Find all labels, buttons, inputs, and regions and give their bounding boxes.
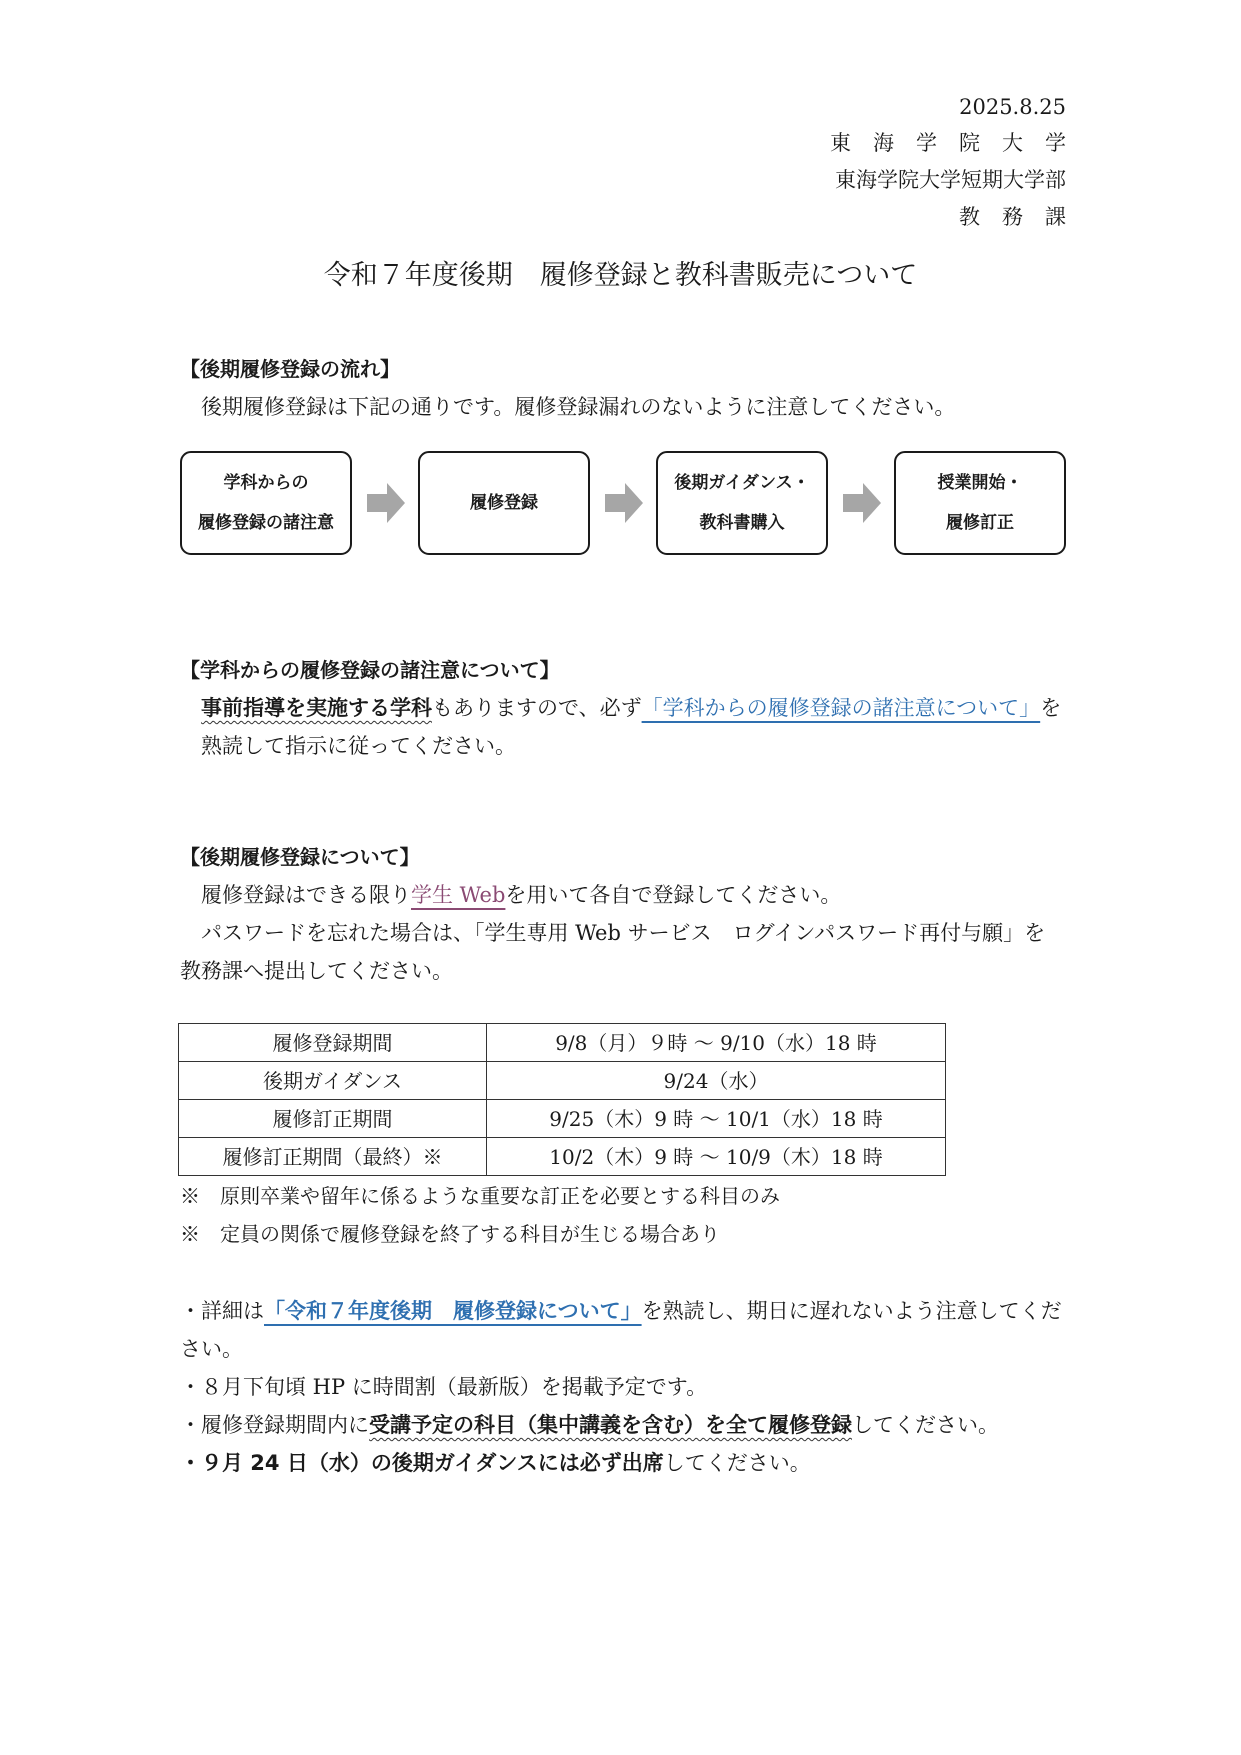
schedule-label: 履修訂正期間（最終）※ <box>179 1138 487 1176</box>
flow-step-line: 履修訂正 <box>946 513 1014 533</box>
schedule-value: 9/25（木）9 時 ～ 10/1（水）18 時 <box>487 1100 946 1138</box>
bullet-text: ・詳細は <box>180 1299 264 1323</box>
dept-notes-text: もありますので、必ず <box>432 696 642 720</box>
issuer-university: 東海学院大学 <box>830 131 1088 155</box>
flow-step-line: 授業開始・ <box>937 473 1023 493</box>
table-row <box>179 1138 946 1176</box>
registration-guide-link[interactable]: 「令和７年度後期 履修登録について」 <box>264 1299 642 1323</box>
dept-notes-paragraph <box>180 689 1065 765</box>
dept-notes-text: を熟読して指示に従ってください。 <box>201 696 1062 758</box>
flow-step-line: 学科からの <box>223 473 309 493</box>
registration-text: を用いて各自で登録してください。 <box>505 883 842 907</box>
registration-heading: 【後期履修登録について】 <box>180 845 420 869</box>
flow-arrow-icon <box>605 483 643 523</box>
bullet-text: ・履修登録期間内に <box>180 1413 369 1437</box>
registration-paragraph-1 <box>180 876 1065 914</box>
document-date: 2025.8.25 <box>959 95 1066 119</box>
schedule-value: 9/8（月）９時 ～ 9/10（水）18 時 <box>487 1024 946 1062</box>
bullet-guidance-attendance <box>180 1444 1065 1482</box>
flow-section-intro: 後期履修登録は下記の通りです。履修登録漏れのないように注意してください。 <box>201 395 956 419</box>
document-title: 令和７年度後期 履修登録と教科書販売について <box>323 260 918 291</box>
issuer-junior-college: 東海学院大学短期大学部 <box>835 168 1066 192</box>
registration-text: 履修登録はできる限り <box>201 883 411 907</box>
schedule-value: 9/24（水） <box>487 1062 946 1100</box>
dept-notes-link[interactable]: 「学科からの履修登録の諸注意について」 <box>641 696 1041 720</box>
issuer-department: 教務課 <box>959 205 1088 229</box>
flow-step-dept-notes <box>180 451 352 555</box>
flow-step-line: 履修登録 <box>470 493 538 513</box>
schedule-note: ※ 定員の関係で履修登録を終了する科目が生じる場合あり <box>180 1222 720 1246</box>
table-row <box>179 1062 946 1100</box>
flow-step-line: 後期ガイダンス・ <box>674 473 810 493</box>
flow-arrow-icon <box>843 483 881 523</box>
bullet-register-all <box>180 1406 1065 1444</box>
flow-step-line: 履修登録の諸注意 <box>198 513 334 533</box>
schedule-label: 履修登録期間 <box>179 1024 487 1062</box>
table-row <box>179 1024 946 1062</box>
schedule-note: ※ 原則卒業や留年に係るような重要な訂正を必要とする科目のみ <box>180 1184 780 1208</box>
bullet-emphasis: 受講予定の科目（集中講義を含む）を全て履修登録 <box>369 1413 852 1437</box>
student-web-link[interactable]: 学生 Web <box>411 883 506 907</box>
bullet-text: を熟読し、期日に遅れないよう注意してください。 <box>180 1299 1062 1361</box>
bullet-text: してください。 <box>663 1451 811 1475</box>
flow-section-heading: 【後期履修登録の流れ】 <box>180 357 400 381</box>
registration-paragraph-2: パスワードを忘れた場合は、「学生専用 Web サービス ログインパスワード再付与願」を教務課へ提出してください。 <box>180 921 1046 983</box>
table-row <box>179 1100 946 1138</box>
bullet-emphasis: ・９月 24 日（水）の後期ガイダンスには必ず出席 <box>180 1451 664 1475</box>
flow-step-class-start <box>894 451 1066 555</box>
schedule-value: 10/2（木）9 時 ～ 10/9（木）18 時 <box>487 1138 946 1176</box>
bullet-text: してください。 <box>852 1413 999 1437</box>
bullet-timetable: ・８月下旬頃 HP に時間割（最新版）を掲載予定です。 <box>180 1375 708 1399</box>
bullet-details <box>180 1292 1065 1368</box>
dept-notes-heading: 【学科からの履修登録の諸注意について】 <box>180 658 560 682</box>
flow-step-line: 教科書購入 <box>699 513 785 533</box>
flow-step-guidance <box>656 451 828 555</box>
schedule-label: 履修訂正期間 <box>179 1100 487 1138</box>
dept-notes-emphasis: 事前指導を実施する学科 <box>201 696 432 720</box>
flow-arrow-icon <box>367 483 405 523</box>
flow-step-registration <box>418 451 590 555</box>
schedule-label: 後期ガイダンス <box>179 1062 487 1100</box>
schedule-table <box>178 1023 946 1176</box>
